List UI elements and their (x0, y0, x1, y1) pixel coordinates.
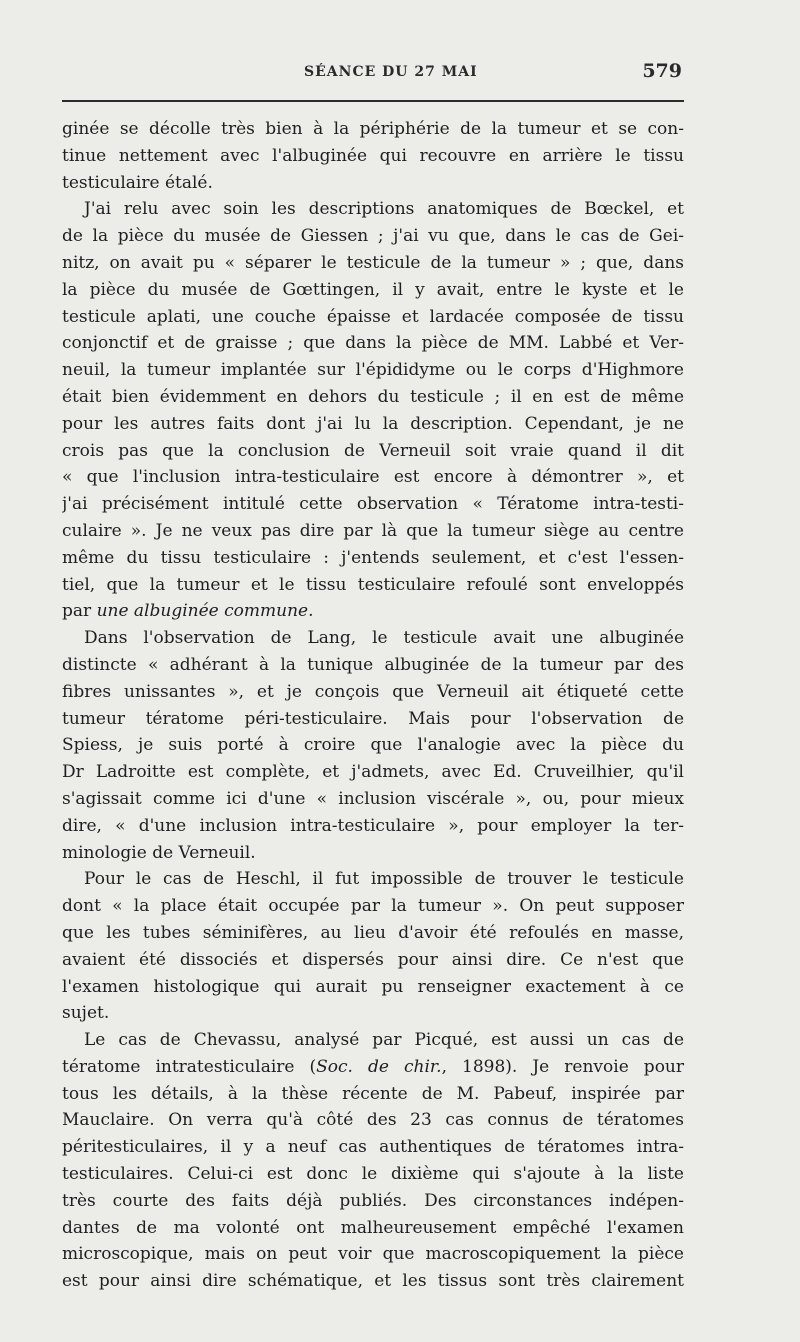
page-number: 579 (642, 60, 682, 82)
text-line: sujet. (62, 1003, 110, 1024)
text-line: « que l'inclusion intra-testiculaire est encore à démontrer », et (62, 467, 684, 488)
text-line: neuil, la tumeur implantée sur l'épididyme ou le corps d'Highmore (62, 360, 684, 381)
running-head (62, 58, 682, 88)
text-line: de la pièce du musée de Giessen ; j'ai vu que, dans le cas de Gei- (62, 226, 684, 247)
text-line: Dans l'observation de Lang, le testicule avait une albuginée (84, 628, 684, 649)
text-line: testicule aplati, une couche épaisse et lardacée composée de tissu (62, 306, 684, 327)
text-line: était bien évidemment en dehors du testicule ; il en est de même (62, 386, 684, 407)
text-line: Spiess, je suis porté à croire que l'analogie avec la pièce du (62, 735, 684, 756)
text-line: dire, « d'une inclusion intra-testiculaire », pour employer la ter- (62, 815, 684, 836)
par-prefix: par (62, 601, 97, 622)
text-line: culaire ». Je ne veux pas dire par là que la tumeur siège au centre (62, 520, 684, 541)
text-line: s'agissait comme ici d'une « inclusion viscérale », ou, pour mieux (62, 788, 684, 809)
text-line: même du tissu testiculaire : j'entends seulement, et c'est l'essen- (62, 547, 684, 568)
text-line: crois pas que la conclusion de Verneuil soit vraie quand il dit (62, 440, 684, 461)
body-text (62, 116, 684, 1295)
text-line: Le cas de Chevassu, analysé par Picqué, est aussi un cas de (84, 1030, 684, 1051)
text-line: minologie de Verneuil. (62, 842, 256, 863)
citation-italic: Soc. de chir. (316, 1056, 442, 1077)
text-line: testiculaire étalé. (62, 172, 213, 193)
text-line: péritesticulaires, il y a neuf cas authentiques de tératomes intra- (62, 1137, 684, 1158)
text-line: est pour ainsi dire schématique, et les tissus sont très clairement (62, 1271, 684, 1292)
text-line: j'ai précisément intitulé cette observation « Tératome intra-testi- (62, 494, 684, 515)
text-line: nitz, on avait pu « séparer le testicule de la tumeur » ; que, dans (62, 252, 684, 273)
text-line: Dr Ladroitte est complète, et j'admets, avec Ed. Cruveilhier, qu'il (62, 762, 684, 783)
text-line: microscopique, mais on peut voir que macroscopiquement la pièce (62, 1244, 684, 1265)
text-line: ginée se décolle très bien à la périphérie de la tumeur et se con- (62, 119, 684, 139)
text-line: fibres unissantes », et je conçois que Verneuil ait étiqueté cette (62, 681, 684, 702)
text-line: J'ai relu avec soin les descriptions anatomiques de Bœckel, et (84, 199, 684, 220)
text-line: tumeur tératome péri-testiculaire. Mais pour l'observation de (62, 708, 684, 729)
text-line: testiculaires. Celui-ci est donc le dixième qui s'ajoute à la liste (62, 1164, 684, 1185)
text-line: tiel, que la tumeur et le tissu testiculaire refoulé sont enveloppés (62, 574, 684, 595)
text-line: que les tubes séminifères, au lieu d'avoir été refoulés en masse, (62, 922, 684, 943)
text-line: dantes de ma volonté ont malheureusement empêché l'examen (62, 1217, 684, 1238)
italic-phrase: une albuginée commune. (96, 601, 314, 622)
text-line: tous les détails, à la thèse récente de M. Pabeuf, inspirée par (62, 1083, 684, 1104)
text-line: la pièce du musée de Gœttingen, il y avait, entre le kyste et le (62, 279, 684, 300)
text-line-italic-end (62, 598, 684, 625)
text-line: tinue nettement avec l'albuginée qui recouvre en arrière le tissu (62, 145, 684, 166)
running-title: SÉANCE DU 27 MAI (304, 64, 478, 80)
text-line-citation (62, 1054, 684, 1081)
text-line: Mauclaire. On verra qu'à côté des 23 cas connus de tératomes (62, 1110, 684, 1131)
citation-rest: , 1898). Je renvoie pour (441, 1056, 684, 1077)
text-line: avaient été dissociés et dispersés pour ainsi dire. Ce n'est que (62, 949, 684, 970)
header-rule (62, 100, 684, 102)
text-line: l'examen histologique qui aurait pu renseigner exactement à ce (62, 976, 684, 997)
text-line: dont « la place était occupée par la tumeur ». On peut supposer (62, 896, 684, 917)
text-line: très courte des faits déjà publiés. Des circonstances indépen- (62, 1190, 684, 1211)
text-line: conjonctif et de graisse ; que dans la pièce de MM. Labbé et Ver- (62, 333, 684, 354)
text-line: pour les autres faits dont j'ai lu la description. Cependant, je ne (62, 413, 684, 434)
text-line: distincte « adhérant à la tunique albuginée de la tumeur par des (62, 654, 684, 675)
citation-prefix: tératome intratesticulaire ( (62, 1056, 317, 1077)
text-line: Pour le cas de Heschl, il fut impossible de trouver le testicule (84, 869, 684, 890)
